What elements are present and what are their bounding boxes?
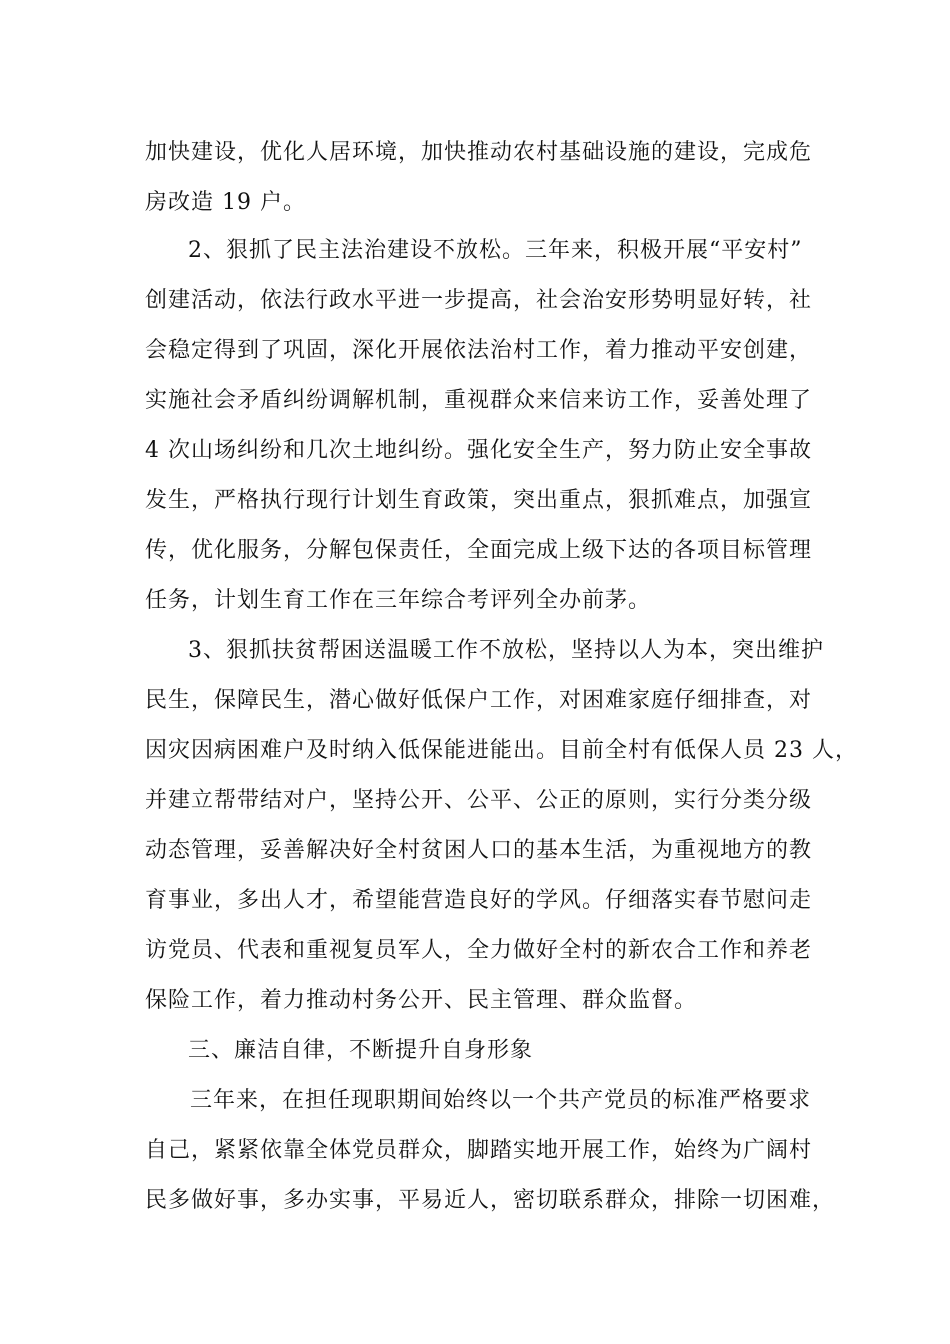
text-line: 保险工作，着力推动村务公开、民主管理、群众监督。 <box>145 988 698 1013</box>
text-line: 房改造 19 户。 <box>145 190 306 215</box>
text-line: 自己，紧紧依靠全体党员群众，脚踏实地开展工作，始终为广阔村 <box>145 1138 813 1163</box>
text-line: 民多做好事，多办实事，平易近人，密切联系群众，排除一切困难， <box>145 1188 836 1213</box>
text-line: 发生，严格执行现行计划生育政策，突出重点，狠抓难点，加强宣 <box>145 488 813 513</box>
text-line: 因灾因病困难户及时纳入低保能进能出。目前全村有低保人员 23 人， <box>145 738 858 763</box>
paragraph-3-start: 3、狠抓扶贫帮困送温暖工作不放松，坚持以人为本，突出维护 <box>188 638 824 663</box>
text-line: 加快建设，优化人居环境，加快推动农村基础设施的建设，完成危 <box>145 140 813 165</box>
text-line: 任务，计划生育工作在三年综合考评列全办前茅。 <box>145 588 652 613</box>
text-line: 民生，保障民生，潜心做好低保户工作，对困难家庭仔细排查，对 <box>145 688 813 713</box>
text-line: 创建活动，依法行政水平进一步提高，社会治安形势明显好转，社 <box>145 288 813 313</box>
text-line: 访党员、代表和重视复员军人，全力做好全村的新农合工作和养老 <box>145 938 813 963</box>
paragraph-2-start: 2、狠抓了民主法治建设不放松。三年来，积极开展“平安村” <box>188 238 803 263</box>
text-line: 动态管理，妥善解决好全村贫困人口的基本生活，为重视地方的教 <box>145 838 813 863</box>
text-line: 育事业，多出人才，希望能营造良好的学风。仔细落实春节慰问走 <box>145 888 813 913</box>
section-heading: 三、廉洁自律，不断提升自身形象 <box>188 1038 534 1063</box>
text-line: 实施社会矛盾纠纷调解机制，重视群众来信来访工作，妥善处理了 <box>145 388 813 413</box>
text-line: 4 次山场纠纷和几次土地纠纷。强化安全生产，努力防止安全事故 <box>145 438 812 463</box>
text-line: 并建立帮带结对户，坚持公开、公平、公正的原则，实行分类分级 <box>145 788 813 813</box>
paragraph-4-start: 三年来，在担任现职期间始终以一个共产党员的标准严格要求 <box>190 1088 812 1113</box>
text-line: 会稳定得到了巩固，深化开展依法治村工作，着力推动平安创建， <box>145 338 813 363</box>
text-line: 传，优化服务，分解包保责任，全面完成上级下达的各项目标管理 <box>145 538 813 563</box>
